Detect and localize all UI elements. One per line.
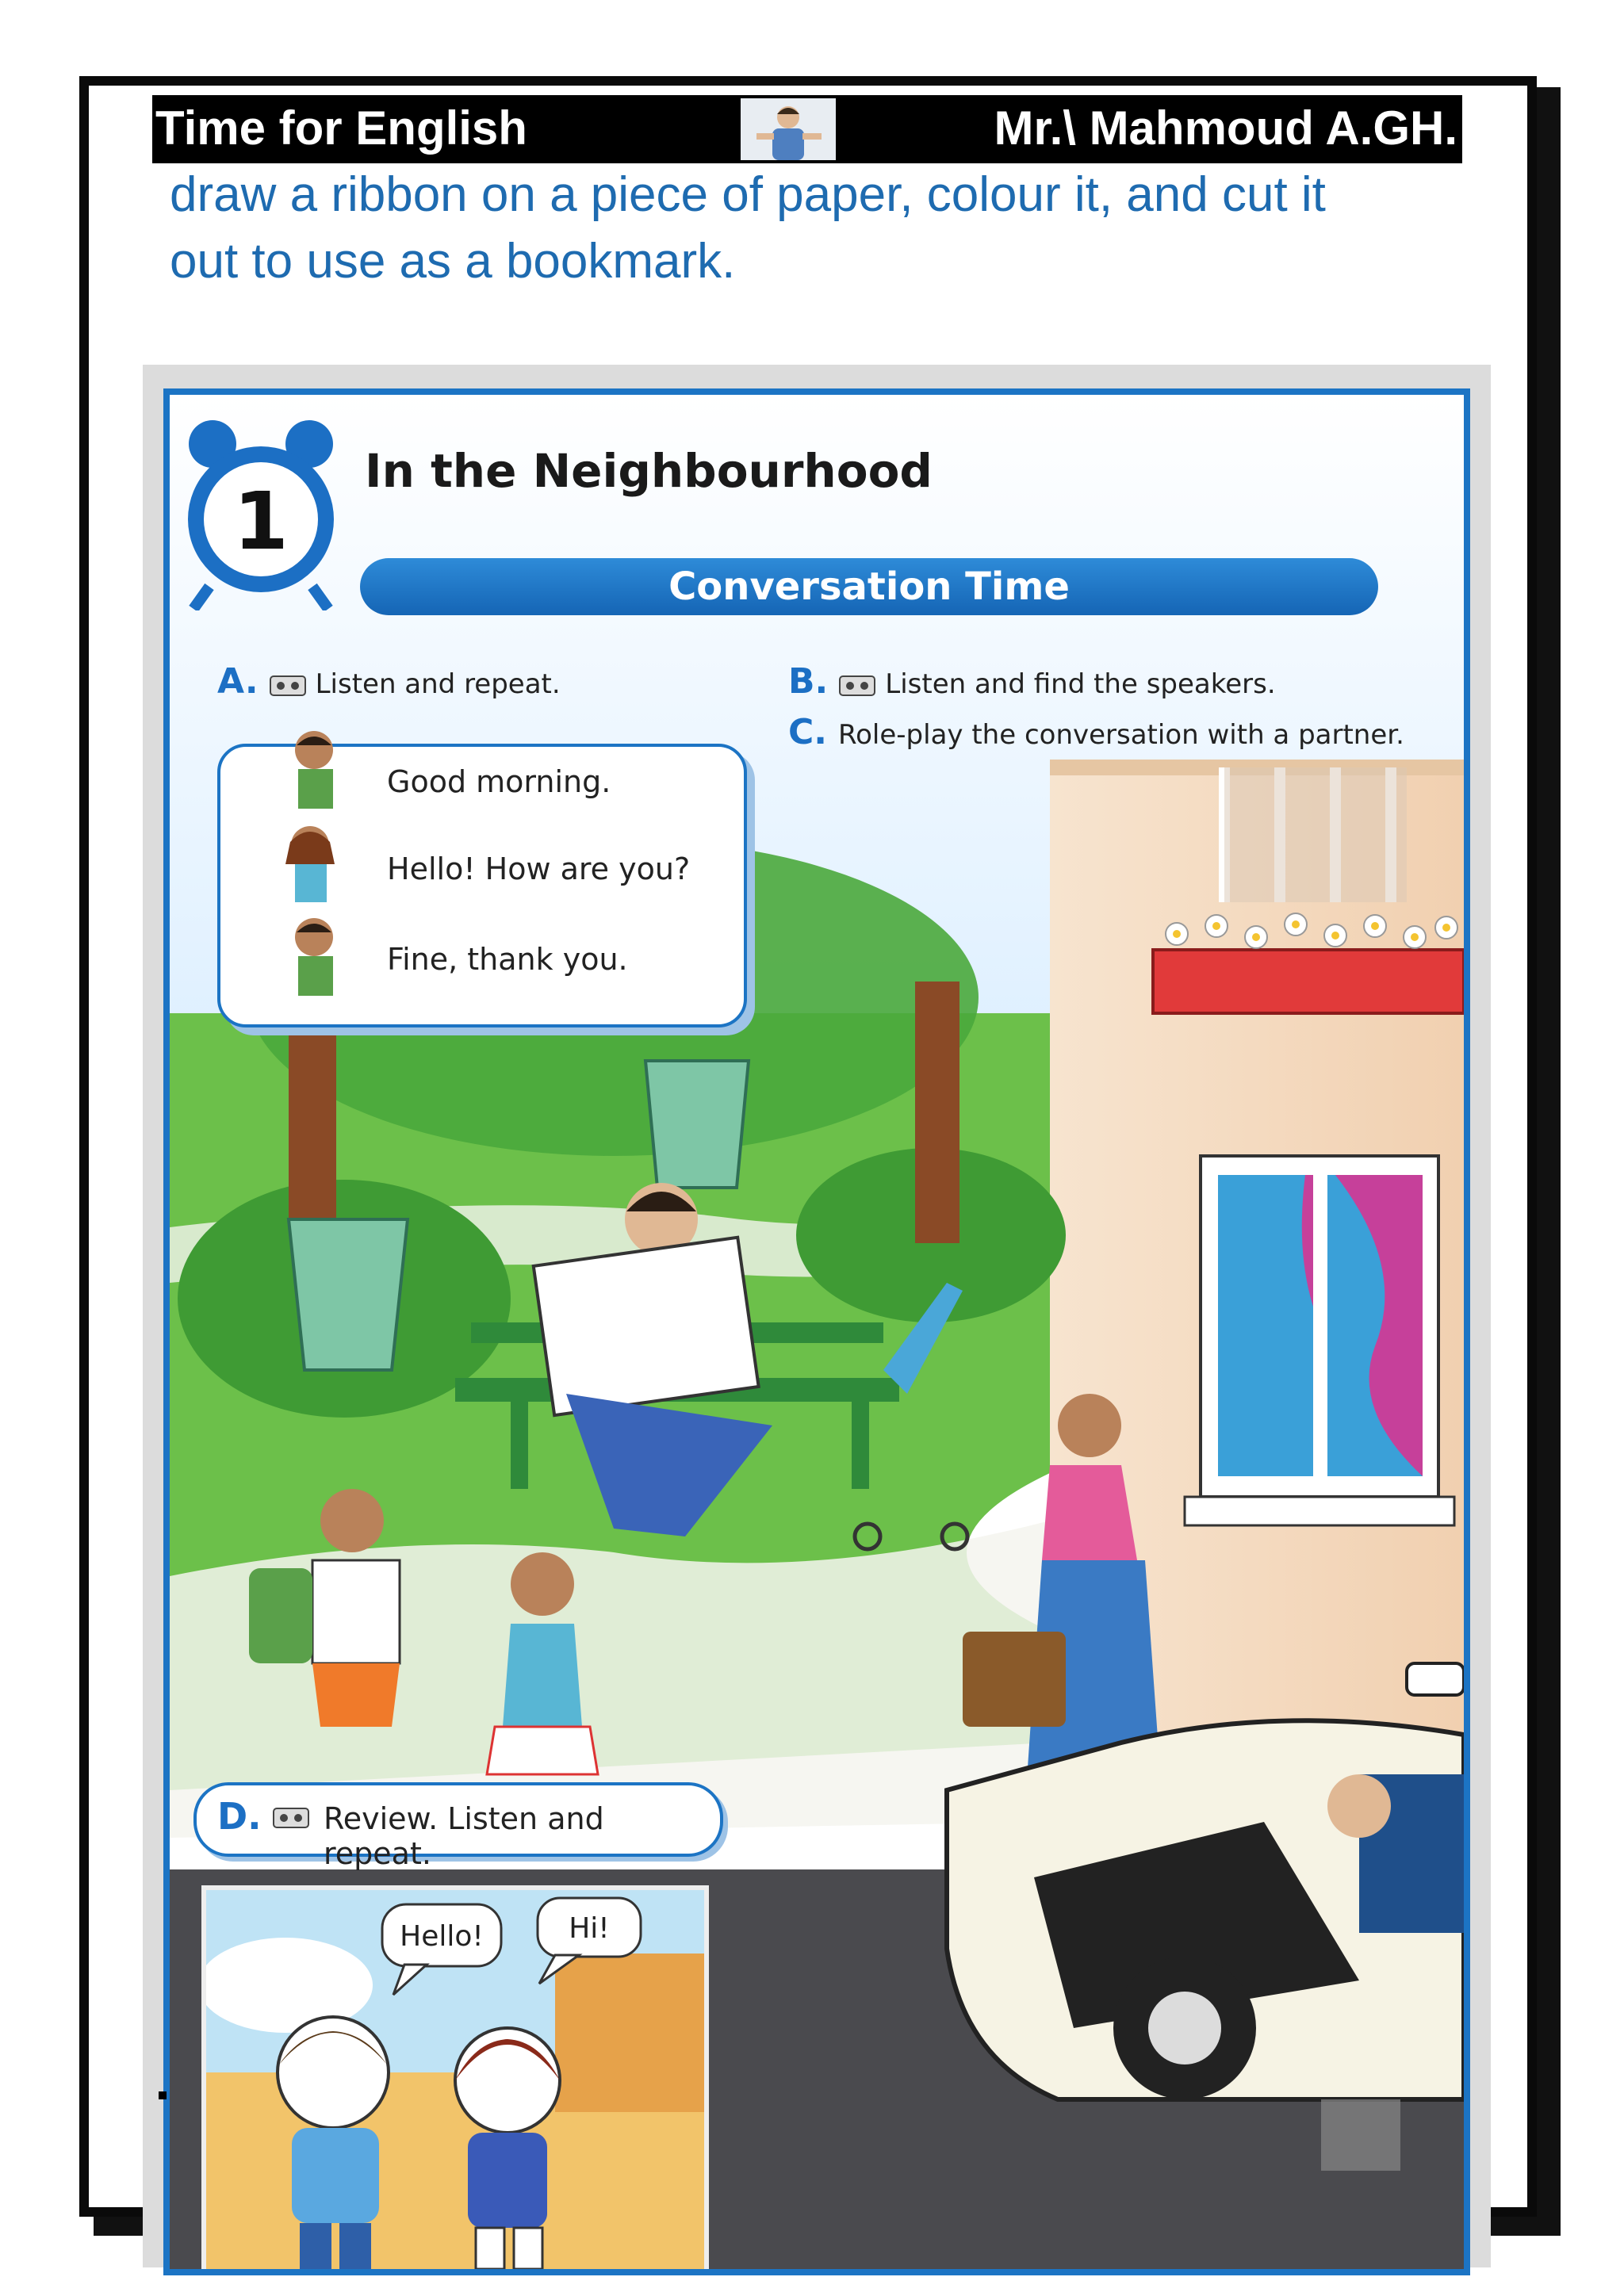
activity-text: Listen and find the speakers. [885, 668, 1276, 700]
dialogue-line-1: Good morning. [387, 764, 611, 799]
unit-title: In the Neighbourhood [365, 444, 933, 498]
header-title: Time for English [155, 101, 527, 155]
activity-letter: B. [788, 661, 829, 702]
instruction-text [170, 162, 1438, 295]
activity-text: Review. Listen and repeat. [324, 1801, 604, 1871]
section-banner: Conversation Time [360, 558, 1378, 615]
textbook-page [163, 388, 1470, 2275]
dialogue-line-2: Hello! How are you? [387, 851, 691, 886]
activity-b [788, 661, 1276, 702]
activity-d [193, 1782, 723, 1871]
activity-letter: D. [217, 1795, 262, 1838]
header-bar [152, 95, 1462, 163]
review-illustration [206, 1890, 704, 2269]
dialogue-box [217, 744, 747, 1027]
cassette-icon [839, 675, 875, 696]
cassette-icon [273, 1808, 309, 1828]
teacher-name: Mr.\ Mahmoud A.GH. [994, 101, 1457, 155]
activity-letter: A. [217, 661, 259, 702]
boy-speaker-icon [266, 723, 354, 810]
teacher-photo-icon [741, 98, 836, 160]
instruction-line-2: out to use as a bookmark. [170, 234, 736, 289]
boy-speaker-icon [266, 910, 354, 997]
review-panel [201, 1885, 709, 2274]
activity-text: Role-play the conversation with a partner. [838, 719, 1404, 751]
activity-text: Listen and repeat. [315, 668, 561, 700]
unit-number: 1 [233, 475, 289, 568]
boy-speech-bubble: Hello! [400, 1920, 484, 1953]
activity-letter: C. [788, 712, 828, 752]
activity-a [217, 661, 561, 702]
instruction-line-1: draw a ribbon on a piece of paper, colour it, and cut it [170, 167, 1326, 222]
alarm-clock-icon [178, 412, 344, 610]
cassette-icon [270, 675, 306, 696]
page-dot [159, 2091, 167, 2099]
activity-c [788, 712, 1404, 752]
dialogue-line-3: Fine, thank you. [387, 942, 628, 977]
girl-speech-bubble: Hi! [569, 1912, 610, 1945]
girl-speaker-icon [266, 817, 354, 904]
